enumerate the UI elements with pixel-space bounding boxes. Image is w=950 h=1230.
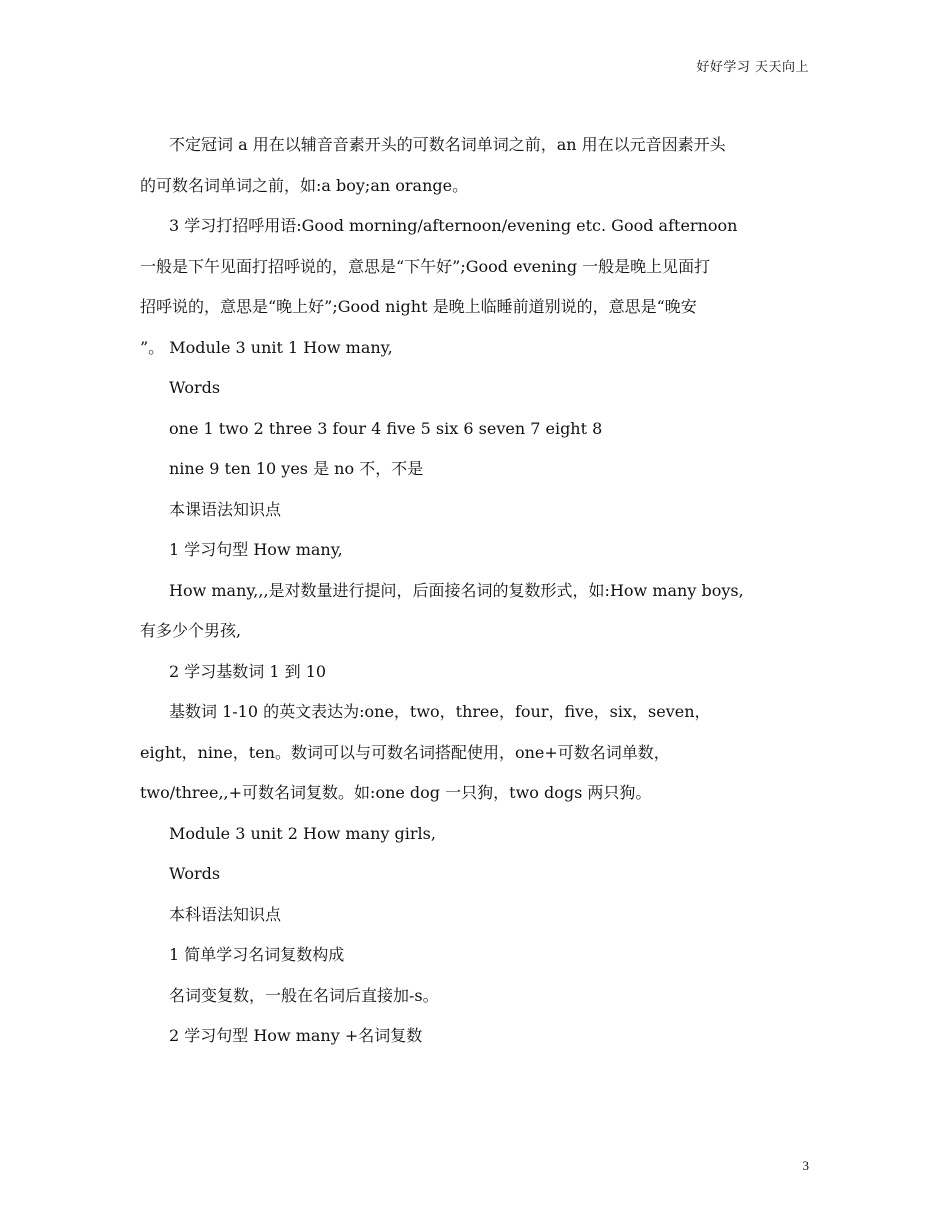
text-line: Words [169, 378, 221, 397]
text-line: two/three,,+可数名词复数。如:one dog 一只狗，two dogs 两只狗。 [140, 783, 652, 802]
text-line: How many,,,是对数量进行提问，后面接名词的复数形式，如:How many boys, [169, 580, 744, 600]
text-line: eight，nine，ten。数词可以与可数名词搭配使用，one+可数名词单数， [140, 742, 670, 762]
text-line: 1 简单学习名词复数构成 [169, 945, 345, 964]
text-line: 不定冠词 a 用在以辅音音素开头的可数名词单词之前，an 用在以元音因素开头 [169, 135, 726, 154]
section-heading: 本科语法知识点 [169, 904, 282, 924]
text-line: 1 学习句型 How many, [169, 540, 343, 559]
text-line: 基数词 1-10 的英文表达为:one，two，three，four，five，six，seven， [169, 702, 711, 721]
text-line: 3 学习打招呼用语:Good morning/afternoon/evening etc. Good afternoon [169, 216, 738, 235]
document-body [140, 125, 810, 1057]
page-header: 好好学习 天天向上 [696, 60, 809, 75]
text-line: nine 9 ten 10 yes 是 no 不，不是 [169, 459, 424, 478]
text-line: Module 3 unit 2 How many girls, [169, 823, 436, 843]
text-line: 2 学习句型 How many +名词复数 [169, 1026, 423, 1045]
text-line: ”。 Module 3 unit 1 How many, [140, 337, 393, 357]
text-line: 名词变复数，一般在名词后直接加-s。 [169, 985, 439, 1005]
text-line: 一般是下午见面打招呼说的，意思是“下午好”;Good evening 一般是晚上见面打 [140, 256, 711, 276]
text-line: 招呼说的，意思是“晚上好”;Good night 是晚上临睡前道别说的，意思是“晚安 [140, 297, 697, 316]
section-heading: 本课语法知识点 [169, 499, 282, 519]
text-line: 有多少个男孩, [140, 621, 242, 640]
page-number: 3 [802, 1158, 809, 1173]
text-line: Words [169, 864, 221, 883]
text-line: 2 学习基数词 1 到 10 [169, 661, 327, 681]
text-line: one 1 two 2 three 3 four 4 five 5 six 6 seven 7 eight 8 [169, 418, 603, 438]
text-line: 的可数名词单词之前，如:a boy;an orange。 [140, 175, 469, 195]
